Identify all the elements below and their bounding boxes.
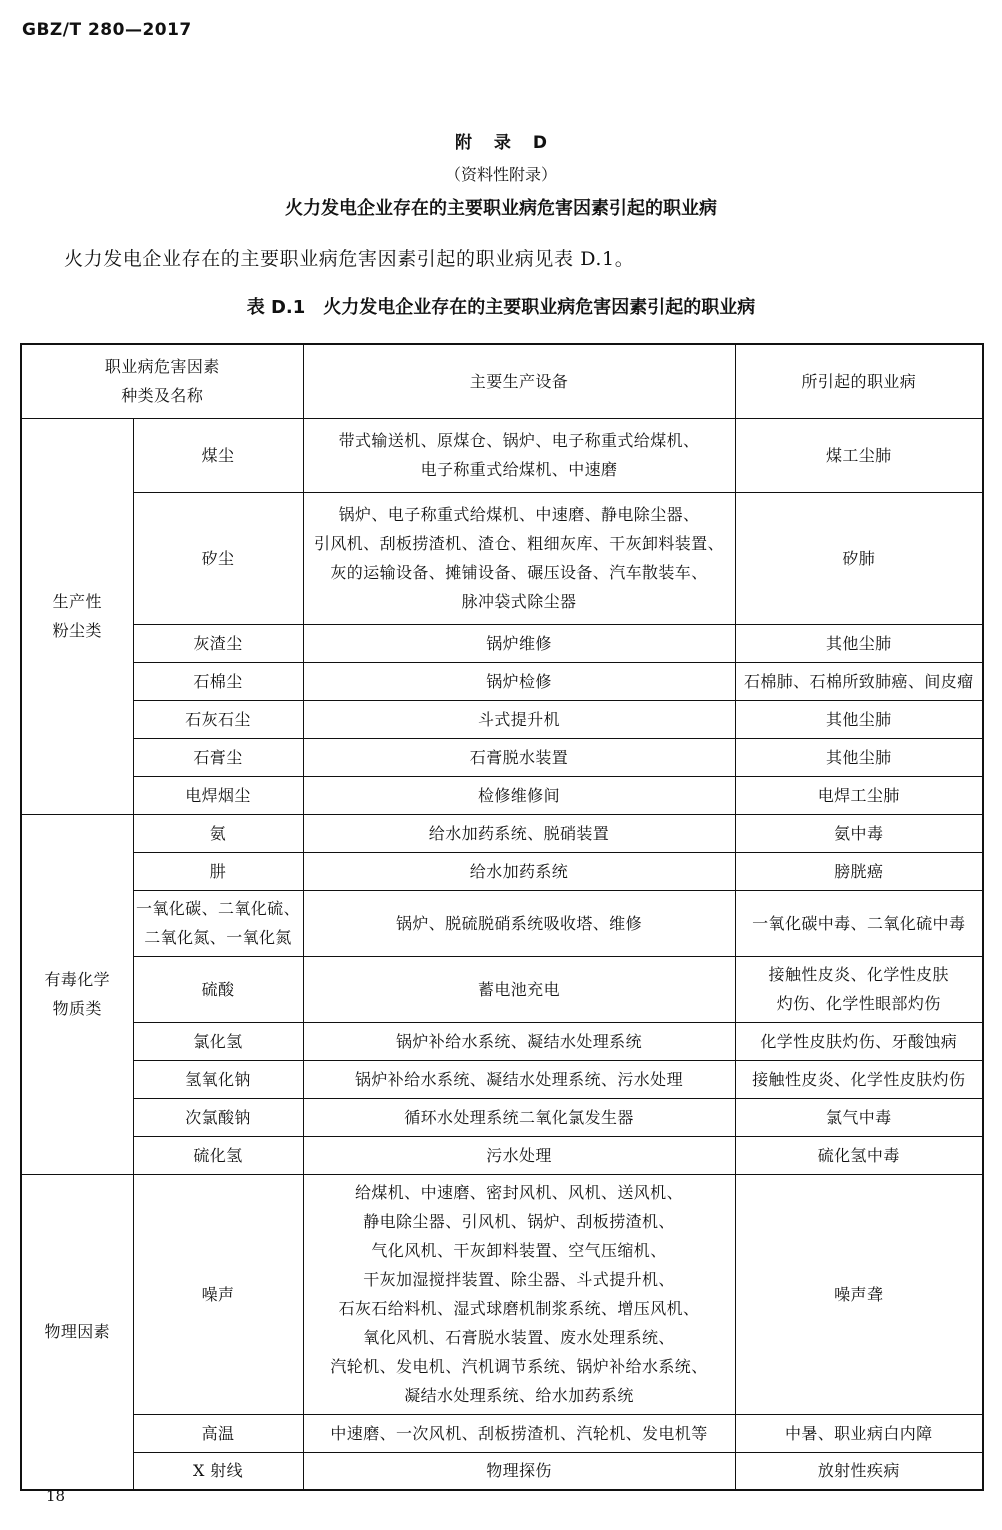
factor-name-line: 石膏尘 [193,747,243,767]
factor-name-cell [133,776,303,814]
standard-code: GBZ/T 280—2017 [22,20,192,40]
appendix-subtitle: （资料性附录） [444,165,557,184]
equipment-cell [303,1452,735,1490]
factor-name-cell [133,1098,303,1136]
factor-name-line: 石灰石尘 [185,709,251,729]
category-line: 生产性 [52,592,102,611]
category-cell [21,1174,133,1490]
equipment-line: 给煤机、中速磨、密封风机、风机、送风机、 [354,1183,683,1202]
disease-cell [735,1060,983,1098]
equipment-cell [303,492,735,624]
factor-name-cell [133,956,303,1022]
factor-name-line: 矽尘 [201,548,235,568]
appendix-heading: 火力发电企业存在的主要职业病危害因素引起的职业病 [285,198,717,219]
category-line: 有毒化学 [44,970,111,989]
equipment-line: 锅炉补给水系统、凝结水处理系统 [395,1031,642,1051]
factor-name-cell [133,1136,303,1174]
table-row [21,1060,983,1098]
disease-cell [735,492,983,624]
table-number: 表 D.1 [246,297,306,318]
equipment-cell [303,1060,735,1098]
category-cell [21,814,133,1174]
disease-line: 噪声聋 [834,1284,884,1304]
equipment-line: 石灰石给料机、湿式球磨机制浆系统、增压风机、 [338,1299,700,1318]
factor-name-cell [133,492,303,624]
header-factor [21,344,303,418]
equipment-line: 蓄电池充电 [477,979,560,999]
disease-line: 灼伤、化学性眼部灼伤 [776,994,941,1013]
disease-cell [735,418,983,492]
equipment-line: 氧化风机、石膏脱水装置、废水处理系统、 [363,1328,675,1347]
equipment-line: 锅炉补给水系统、凝结水处理系统、污水处理 [354,1069,683,1089]
table-row [21,890,983,956]
table-row [21,662,983,700]
factor-name-line: 石棉尘 [193,671,243,691]
equipment-cell [303,1414,735,1452]
disease-line: 放射性疾病 [817,1461,900,1481]
disease-line: 接触性皮炎、化学性皮肤灼伤 [752,1069,966,1089]
disease-line: 中暑、职业病白内障 [784,1423,933,1443]
equipment-cell [303,700,735,738]
table-caption [0,293,1002,319]
equipment-line: 干灰加湿搅拌装置、除尘器、斗式提升机、 [363,1270,675,1289]
factor-name-cell [133,418,303,492]
disease-line: 其他尘肺 [825,747,892,767]
table-row [21,1098,983,1136]
table-row [21,700,983,738]
disease-cell [735,624,983,662]
factor-name-line: 电焊烟尘 [185,785,251,805]
factor-name-cell [133,890,303,956]
disease-cell [735,738,983,776]
disease-line: 氨中毒 [834,823,884,843]
disease-line: 硫化氢中毒 [817,1145,900,1165]
table-row [21,492,983,624]
equipment-cell [303,890,735,956]
factor-name-cell [133,852,303,890]
equipment-line: 锅炉、电子称重式给煤机、中速磨、静电除尘器、 [338,505,700,524]
factor-name-line: 次氯酸钠 [185,1107,251,1127]
disease-cell [735,852,983,890]
disease-table [20,343,984,1491]
category-line: 粉尘类 [52,621,102,640]
disease-cell [735,814,983,852]
equipment-cell [303,624,735,662]
disease-cell [735,1452,983,1490]
disease-line: 石棉肺、石棉所致肺癌、间皮瘤 [743,671,974,691]
equipment-line: 污水处理 [486,1145,552,1165]
equipment-line: 电子称重式给煤机、中速磨 [420,460,618,479]
factor-name-line: 一氧化碳、二氧化硫、 [135,899,300,918]
category-line: 物理因素 [44,1322,111,1342]
disease-line: 化学性皮肤灼伤、牙酸蚀病 [760,1031,958,1051]
header-factor-line: 种类及名称 [121,386,204,406]
table-title: 火力发电企业存在的主要职业病危害因素引起的职业病 [323,297,756,318]
equipment-line: 凝结水处理系统、给水加药系统 [404,1386,634,1405]
disease-cell [735,956,983,1022]
equipment-cell [303,1022,735,1060]
disease-cell [735,890,983,956]
table-row [21,1022,983,1060]
table-row [21,1414,983,1452]
table-row [21,1452,983,1490]
factor-name-line: 噪声 [201,1284,235,1304]
equipment-cell [303,418,735,492]
table-row [21,852,983,890]
equipment-line: 斗式提升机 [477,709,560,729]
factor-name-cell [133,662,303,700]
factor-name-line: 煤尘 [201,445,235,465]
disease-line: 矽肺 [842,548,876,568]
factor-name-cell [133,624,303,662]
table-row [21,1174,983,1414]
disease-cell [735,662,983,700]
disease-cell [735,1414,983,1452]
equipment-line: 循环水处理系统二氧化氯发生器 [404,1107,634,1127]
factor-name-line: 氯化氢 [193,1031,243,1051]
equipment-cell [303,814,735,852]
header-equipment: 主要生产设备 [303,344,735,418]
equipment-cell [303,956,735,1022]
disease-line: 氯气中毒 [825,1107,892,1127]
category-line: 物质类 [52,999,102,1018]
disease-line: 其他尘肺 [825,709,892,729]
table-body [21,344,983,1490]
factor-name-line: 氨 [209,823,227,843]
equipment-line: 汽轮机、发电机、汽机调节系统、锅炉补给水系统、 [330,1357,708,1376]
table-row [21,776,983,814]
factor-name-cell [133,738,303,776]
equipment-line: 气化风机、干灰卸料装置、空气压缩机、 [371,1241,667,1260]
disease-line: 电焊工尘肺 [817,785,900,805]
table-row [21,624,983,662]
header-factor-line: 职业病危害因素 [104,357,220,377]
factor-name-line: 硫化氢 [193,1145,243,1165]
disease-line: 接触性皮炎、化学性皮肤 [768,965,949,984]
factor-name-line: 二氧化氮、一氧化氮 [144,928,292,947]
equipment-line: 引风机、刮板捞渣机、渣仓、粗细灰库、干灰卸料装置、 [313,534,724,553]
equipment-cell [303,1174,735,1414]
disease-cell [735,776,983,814]
factor-name-cell [133,1060,303,1098]
disease-cell [735,1098,983,1136]
table-row [21,814,983,852]
intro-paragraph: 火力发电企业存在的主要职业病危害因素引起的职业病见表 D.1。 [64,248,635,270]
equipment-cell [303,738,735,776]
equipment-line: 锅炉检修 [486,671,552,691]
table-row [21,1136,983,1174]
equipment-line: 脉冲袋式除尘器 [461,592,577,611]
equipment-line: 锅炉维修 [486,633,552,653]
disease-line: 其他尘肺 [825,633,892,653]
table-row [21,418,983,492]
equipment-cell [303,1136,735,1174]
factor-name-cell [133,1022,303,1060]
equipment-cell [303,776,735,814]
equipment-cell [303,662,735,700]
equipment-line: 灰的运输设备、摊铺设备、碾压设备、汽车散装车、 [330,563,708,582]
equipment-line: 检修维修间 [477,785,560,805]
equipment-line: 石膏脱水装置 [469,747,569,767]
factor-name-cell [133,1414,303,1452]
disease-line: 膀胱癌 [834,861,884,881]
factor-name-cell [133,814,303,852]
disease-cell [735,1174,983,1414]
equipment-line: 中速磨、一次风机、刮板捞渣机、汽轮机、发电机等 [330,1423,708,1443]
factor-name-line: X 射线 [192,1461,244,1481]
equipment-line: 带式输送机、原煤仓、锅炉、电子称重式给煤机、 [338,431,700,450]
disease-line: 煤工尘肺 [825,445,892,465]
disease-cell [735,700,983,738]
header-disease: 所引起的职业病 [735,344,983,418]
category-cell [21,418,133,814]
factor-name-line: 高温 [201,1423,235,1443]
table-header-row [21,344,983,418]
equipment-cell [303,1098,735,1136]
appendix-title: 附 录 D [455,133,547,153]
equipment-line: 给水加药系统、脱硝装置 [428,823,610,843]
factor-name-cell [133,700,303,738]
disease-cell [735,1022,983,1060]
factor-name-line: 灰渣尘 [193,633,243,653]
factor-name-cell [133,1452,303,1490]
equipment-line: 锅炉、脱硫脱硝系统吸收塔、维修 [395,913,642,933]
disease-line: 一氧化碳中毒、二氧化硫中毒 [752,913,966,933]
factor-name-cell [133,1174,303,1414]
factor-name-line: 氢氧化钠 [185,1069,251,1089]
factor-name-line: 肼 [209,861,227,881]
equipment-line: 静电除尘器、引风机、锅炉、刮板捞渣机、 [363,1212,675,1231]
equipment-line: 给水加药系统 [469,861,569,881]
factor-name-line: 硫酸 [201,979,235,999]
equipment-cell [303,852,735,890]
table-row [21,738,983,776]
page-number: 18 [46,1487,66,1505]
disease-cell [735,1136,983,1174]
table-row [21,956,983,1022]
equipment-line: 物理探伤 [486,1461,552,1481]
